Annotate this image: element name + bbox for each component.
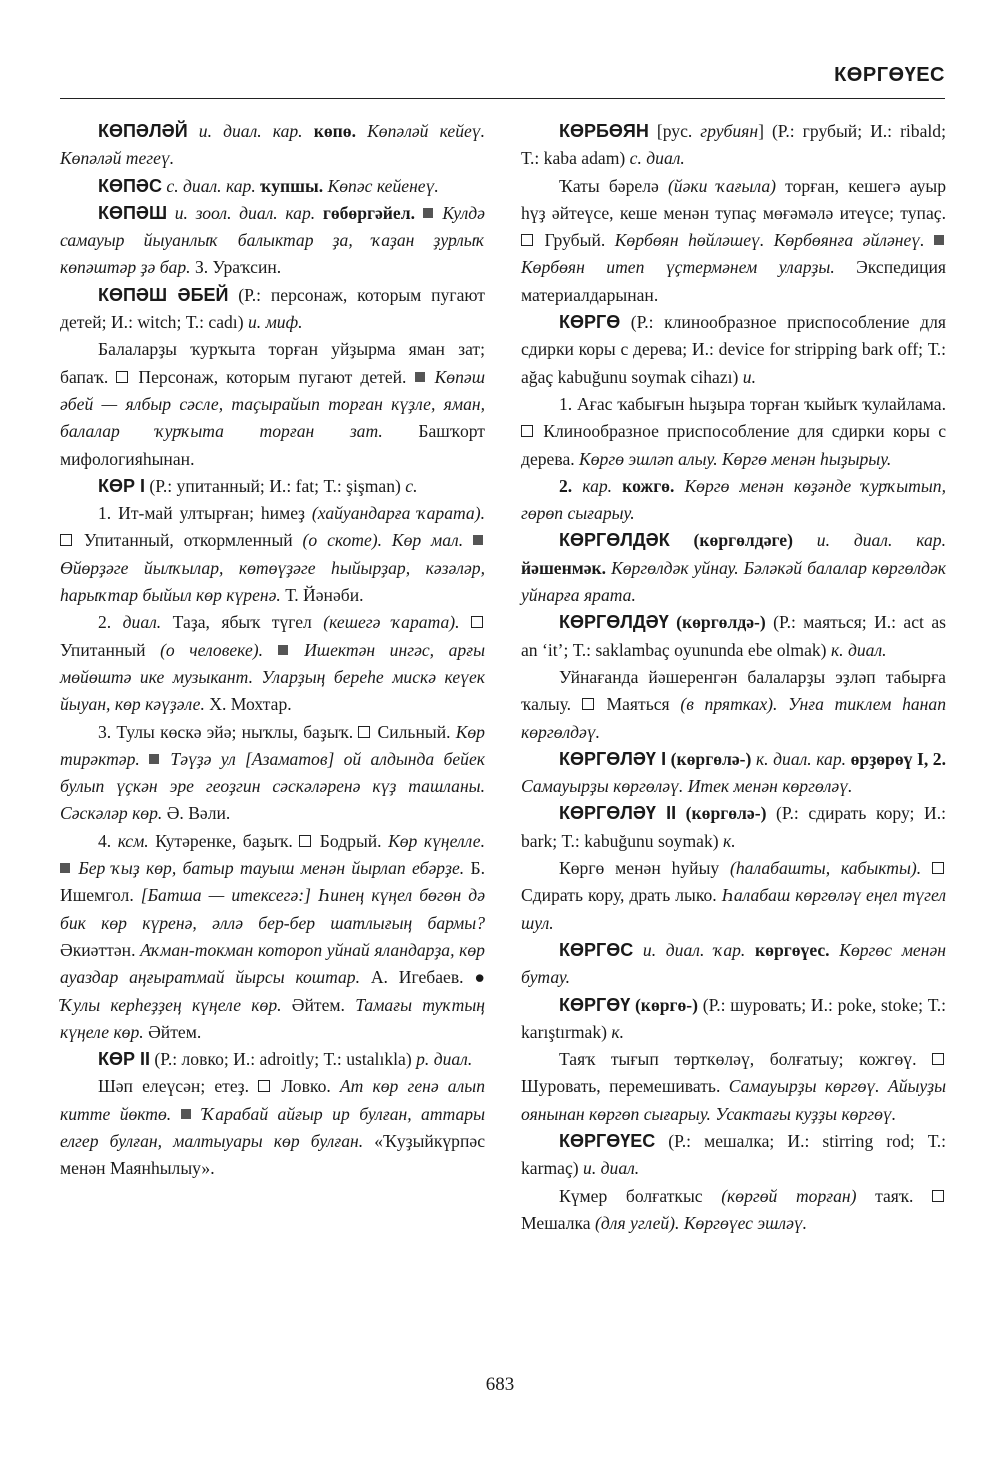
example-marker-icon xyxy=(415,372,425,382)
headword: КӨРГӨҮ xyxy=(559,994,631,1015)
entry-korgolau-2: КӨРГӨЛӘҮ II (көргөлә-) (Р.: сдирать кору; И.: bark; Т.: kabuğunu soymak) к. xyxy=(521,803,946,851)
entry-korgos: КӨРГӨС и. диал. ҡар. көргөүес. Көргөс менән бутау. xyxy=(521,939,946,988)
example-marker-icon xyxy=(181,1109,191,1119)
entry-kor-2-def: Шәп елеүсән; етеҙ. Ловко. Ат көр генә алып китте йөктө. Ҡарабай айғыр ир булған, аттары елгер булған, малтыуары көр булған. «Ҡуҙыйкүрпәс менән Маянһылыу». xyxy=(60,1076,486,1179)
headword: КӨПӘШ xyxy=(98,202,168,223)
russian-equivalent-icon xyxy=(932,862,944,874)
headword: КӨПӘЛӘЙ xyxy=(98,121,188,141)
russian-equivalent-icon xyxy=(471,616,483,628)
entry-korgoues: КӨРГӨҮЕС (Р.: мешалка; И.: stirring rod; Т.: karmaç) и. диал. xyxy=(521,1130,946,1179)
russian-equivalent-icon xyxy=(932,1053,944,1065)
russian-equivalent-icon xyxy=(521,234,533,246)
entry-kopalay: КӨПӘЛӘЙ и. диал. кар. көпө. Көпәләй кейеү. Көпәләй тегеү. xyxy=(60,121,486,169)
entry-kor-1: КӨР I (Р.: упитанный; И.: fat; Т.: şişman) с. xyxy=(98,475,418,496)
entry-korboyan-def: Ҡаты бәрелә (йәки ҡағыла) торған, кешегә ауыр һүҙ әйтеүсе, кеше менән тупаҫ мөғәмәлә итеүсе; тупаҫ. Грубый. Көрбөян һөйләшеү. Көрбөянға әйләнеү. Көрбөян итеп үҫтермәнем уларҙы. Экспедиция материалдарынан. xyxy=(521,175,946,305)
entry-korgou: КӨРГӨҮ (көргө-) (Р.: шуровать; И.: poke, stoke; Т.: karıştırmak) к. xyxy=(521,994,946,1042)
entry-korgou-def: Таяҡ тығып төрткөләү, болғатыу; кожгөү. Шуровать, перемешивать. Самауырҙы көргөү. Айыуҙы оянынан көргөп сығарыу. Усактағы куҙҙы көргөү. xyxy=(521,1049,947,1124)
entry-korgoues-def: Күмер болғаткыс (көргөй торған) таяҡ. Мешалка (для углей). Көргөүес эшләү. xyxy=(521,1183,946,1238)
example-marker-icon xyxy=(423,208,433,218)
korgo-sense-2: 2. кар. кожгө. Көргө менән көҙәнде ҡурҡытып, гөрөп сығарыу. xyxy=(521,475,946,524)
left-column xyxy=(60,118,485,1183)
sense-4: 4. ксм. Кутәренке, баҙыҡ. Бодрый. Көр күңелле. Бер ҡыҙ көр, батыр тауыш менән йырлап ебәрҙе. Б. Ишемгол. [Батша — итексегә:] Һинең күңел бөгөн дә бик көр күренә, әллә бер-бер шатлығың бармы? Әкиәттән. Аҡман-токман котороп уйнай яландарҙа, көр ауаздар аңғыратмай йырсы коштар. А. Игебаев. ● Ҡулы керһеҙҙең күңеле көр. Әйтем. Тамағы туҡтың күңеле көр. Әйтем. xyxy=(60,830,486,1042)
entry-korgoldau-def: Уйнағанда йәшеренгән балаларҙы эҙләп табырға ҡалыу. Маяться (в прятках). Унға тиклем һанап көргөлдәү. xyxy=(521,666,947,742)
russian-equivalent-icon xyxy=(932,1190,944,1202)
entry-kopash: КӨПӘШ и. зоол. диал. кар. гөбөргәйел. Кулдә самауыр йыуанлыҡ балыктар ҙа, ҡаҙан ҙурлыҡ көпәштәр ҙә бар. З. Ураҡсин. xyxy=(60,202,485,278)
sense-1: 1. Ит-май ултырған; һимеҙ (хайуандарға ҡарата). Упитанный, откормленный (о скоте). Көр мал. Өйөрҙәге йылҡылар, көтөүҙәге һыйырҙар, кәзәләр, һарыҡтар быйыл көр күренә. Т. Йәнәби. xyxy=(60,503,485,606)
entry-kor-2: КӨР II (Р.: ловко; И.: adroitly; Т.: ustalıkla) р. диал. xyxy=(98,1049,473,1070)
example-marker-icon xyxy=(60,863,70,873)
headword: КӨРГӨЛӘҮ I xyxy=(559,748,667,769)
example-marker-icon xyxy=(934,235,944,245)
entry-kopash-abey: КӨПӘШ ӘБЕЙ (Р.: персонаж, которым пугают детей; И.: witch; Т.: cadı) и. миф. xyxy=(60,284,485,333)
headword: КӨРГӨЛДӘҮ xyxy=(559,612,669,633)
headword: КӨРБӨЯН xyxy=(559,121,649,141)
entry-korgoldak: КӨРГӨЛДӘК (көргөлдәге) и. диал. кар. йәшенмәк. Көргөлдәк уйнау. Бәләкәй балалар көргөлдәк уйнарға ярата. xyxy=(521,530,947,606)
right-column xyxy=(521,118,946,1237)
headword: КӨПӘС xyxy=(98,175,162,196)
entry-kopas: КӨПӘС с. диал. кар. ҡупшы. Көпәс кейенеү. xyxy=(98,175,439,196)
example-marker-icon xyxy=(278,645,288,655)
russian-equivalent-icon xyxy=(258,1080,270,1092)
entry-korboyan: КӨРБӨЯН [рус. грубиян] (Р.: грубый; И.: ribald; Т.: kaba adam) с. диал. xyxy=(521,121,946,169)
headword: КӨРГӨ xyxy=(559,312,621,333)
sense-3: 3. Тулы көскә эйә; ныҡлы, баҙыҡ. Сильный. Көр тирәктәр. Тәүҙә ул [Азаматов] ой алдында бейек булып үҫкән эре геоҙгин сәскәләренә күҙ ташланы. Сәскәләр көр. Ә. Вәли. xyxy=(60,721,485,824)
running-header xyxy=(60,60,945,99)
entry-korgolau-2-def: Көргө менән һуйыу (һалабашты, кабыкты). Сдирать кору, драть лыко. Һалабаш көргөләү еңел түгел шул. xyxy=(521,858,947,933)
entry-korgoldau: КӨРГӨЛДӘҮ (көргөлдә-) (Р.: маяться; И.: act as an ‘it’; Т.: saklambaç oyununda ebe olmak) к. диал. xyxy=(521,612,946,660)
proverb-bullet-icon: ● xyxy=(474,967,486,988)
example-marker-icon xyxy=(473,535,483,545)
example-marker-icon xyxy=(149,754,159,764)
entry-kopash-abey-def: Балаларҙы ҡурҡыта торған уйҙырма яман зат; бапаҡ. Персонаж, которым пугают детей. Көпәш әбей — ялбыр сәсле, таҫырайып торған күҙле, яман, балалар ҡурҡыта торған зат. Башҡорт мифологияһынан. xyxy=(60,339,485,469)
russian-equivalent-icon xyxy=(299,835,311,847)
russian-equivalent-icon xyxy=(60,534,72,546)
headword: КӨРГӨС xyxy=(559,939,634,960)
russian-equivalent-icon xyxy=(358,726,370,738)
headword: КӨРГӨЛДӘК xyxy=(559,530,670,551)
russian-equivalent-icon xyxy=(582,698,594,710)
headword: КӨРГӨҮЕС xyxy=(559,1130,656,1151)
running-head-title: КӨРГӨҮЕС xyxy=(834,64,945,86)
korgo-sense-1: 1. Ағас ҡабығын һыҙыра торған ҡыйыҡ ҡулайлама. Клинообразное приспособление для сдирки коры с дерева. Көргө эшләп алыу. Көргө менән һыҙырыу. xyxy=(521,393,947,469)
headword: КӨР I xyxy=(98,475,145,496)
entry-korgo: КӨРГӨ (Р.: клинообразное приспособление для сдирки коры с дерева; И.: device for stripping bark off; Т.: ağaç kabuğunu soymak cihazı) и. xyxy=(521,312,946,387)
headword: КӨР II xyxy=(98,1049,150,1070)
headword: КӨПӘШ ӘБЕЙ xyxy=(98,284,229,305)
entry-korgolau-1: КӨРГӨЛӘҮ I (көргөлә-) к. диал. кар. өрҙөрөү I, 2. Самауырҙы көргөләү. Итек менән көргөләү. xyxy=(521,748,946,797)
russian-equivalent-icon xyxy=(521,425,533,437)
sense-2: 2. диал. Таҙа, ябыҡ түгел (кешегә ҡарата). Упитанный (о человеке). Ишектән ингәс, арғы мөйөштә ике музыкант. Уларҙың береһе мискә кеүек йыуан, көр кәүҙәле. Х. Мохтар. xyxy=(60,612,485,715)
russian-equivalent-icon xyxy=(116,371,128,383)
page-number: 683 xyxy=(485,1374,515,1395)
headword: КӨРГӨЛӘҮ II xyxy=(559,803,677,824)
